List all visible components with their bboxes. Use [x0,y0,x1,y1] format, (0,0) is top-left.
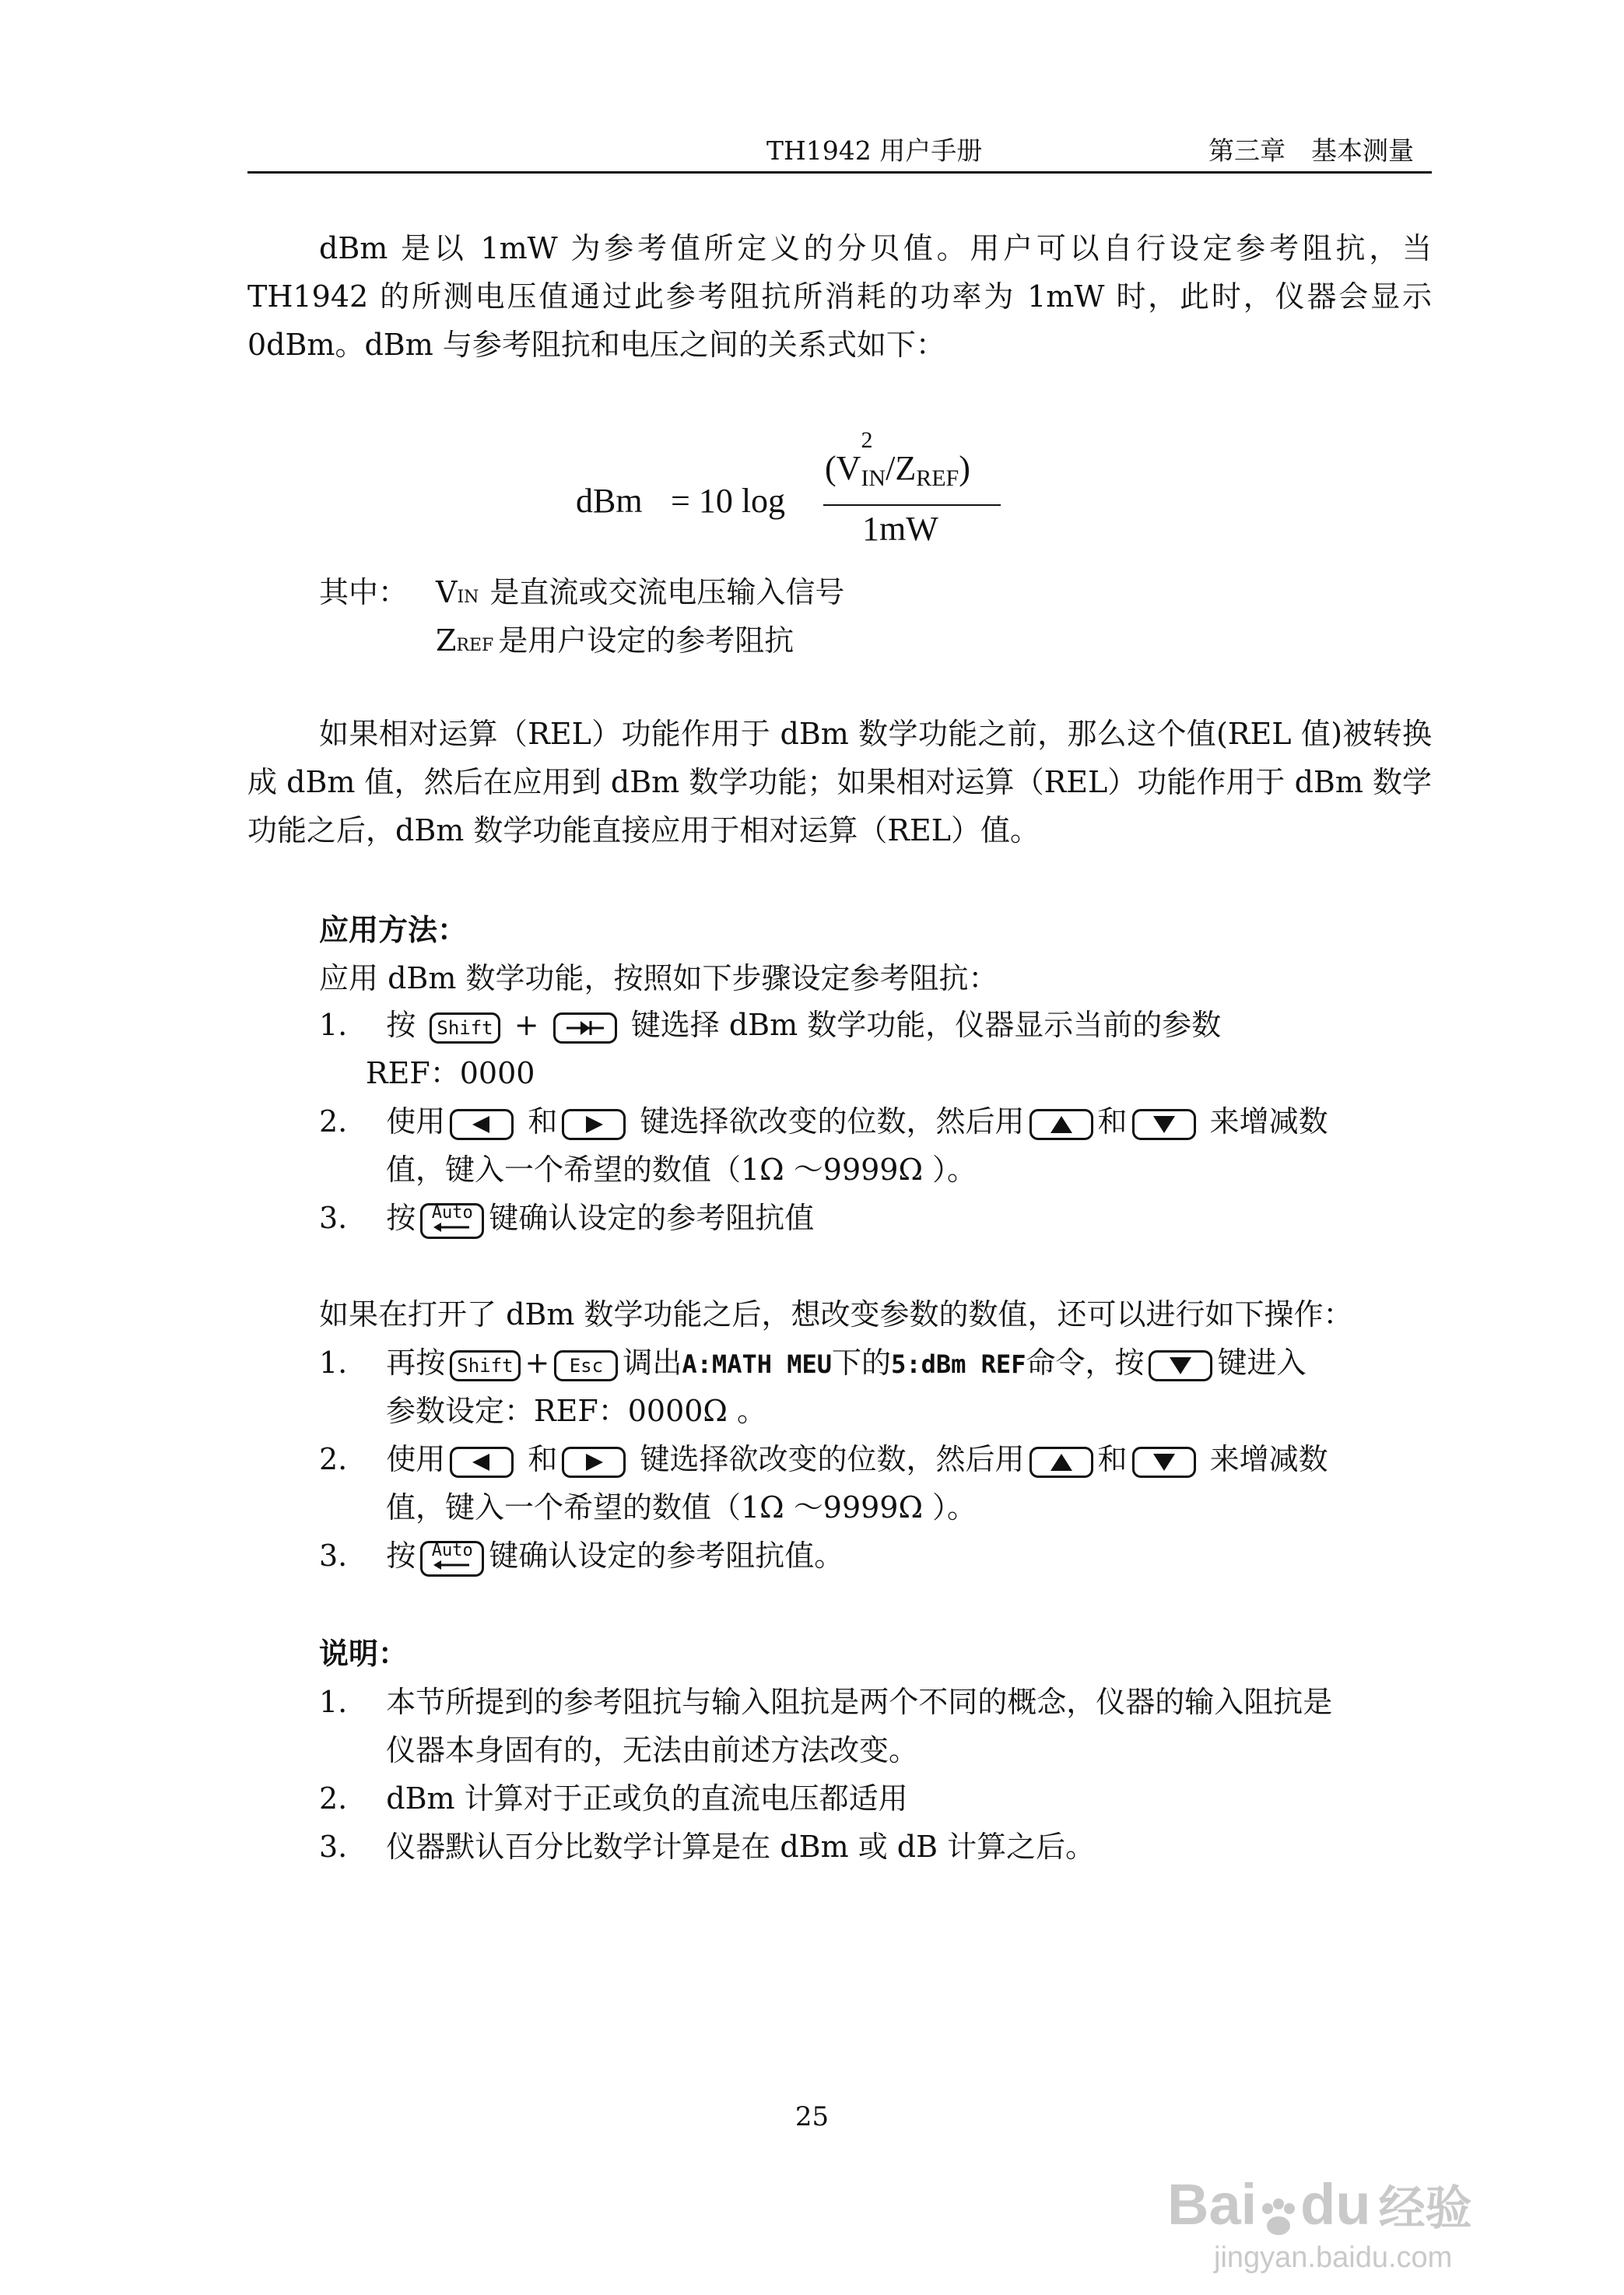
usage-step-2: 2. 使用 和 键选择欲改变的位数，然后用 和 来增减数 [319,1104,1328,1139]
baidu-watermark-logo: Bai du 经验 [1167,2172,1472,2237]
note-1-cont: 仪器本身固有的，无法由前述方法改变。 [386,1733,919,1767]
down-arrow-key-icon [1132,1447,1196,1478]
formula-denominator: 1mW [862,510,938,548]
where-label: 其中： [319,575,409,609]
header-rule [247,171,1432,174]
auto-enter-key-icon: Auto [420,1203,484,1239]
manual-title: TH1942 用户手册 [766,135,983,166]
usage-step-3: 3. 按 Auto 键确认设定的参考阻抗值 [319,1194,814,1242]
notes-heading: 说明： [319,1636,409,1671]
left-arrow-key-icon [450,1447,514,1478]
change-step-1-cont: 参数设定：REF：0000Ω 。 [386,1394,767,1428]
change-step-2: 2. 使用 和 键选择欲改变的位数，然后用 和 来增减数 [319,1442,1328,1476]
usage-step-1: 1. 按 Shift + 键选择 dBm 数学功能，仪器显示当前的参数 [319,1008,1222,1042]
formula-eq: = 10 log [671,482,786,520]
auto-enter-key-icon: Auto [420,1541,484,1577]
note-1: 1. 本节所提到的参考阻抗与输入阻抗是两个不同的概念，仪器的输入阻抗是 [319,1685,1333,1719]
usage-heading: 应用方法： [319,912,468,947]
note-2: 2. dBm 计算对于正或负的直流电压都适用 [319,1781,908,1816]
intro-paragraph: dBm 是以 1mW 为参考值所定义的分贝值。用户可以自行设定参考阻抗，当 TH1942 的所测电压值通过此参考阻抗所消耗的功率为 1mW 时，此时，仪器会显示 0dBm。dBm 与参考阻抗和电压之间的关系式如下： [247,231,1432,362]
shift-key-icon: Shift [450,1350,520,1381]
note-3: 3. 仪器默认百分比数学计算是在 dBm 或 dB 计算之后。 [319,1830,1096,1864]
down-arrow-key-icon [1132,1109,1196,1140]
usage-lead: 应用 dBm 数学功能，按照如下步骤设定参考阻抗： [319,961,998,995]
rel-paragraph: 如果相对运算（REL）功能作用于 dBm 数学功能之前，那么这个值(REL 值)被转换成 dBm 值，然后在应用到 dBm 数学功能；如果相对运算（REL）功能作用于 dBm 数学功能之后，dBm 数学功能直接应用于相对运算（REL）值。 [247,717,1432,847]
change-step-1: 1. 再按 Shift + Esc 调出A:MATH MEU下的5:dBm REF命令，按 键进入 [319,1346,1307,1380]
usage-step-2-cont: 值，键入一个希望的数值（1Ω ～9999Ω ）。 [386,1153,977,1187]
watermark-url: jingyan.baidu.com [1214,2241,1453,2274]
usage-step-1-ref: REF：0000 [366,1056,535,1090]
right-arrow-key-icon [562,1447,626,1478]
left-arrow-key-icon [450,1109,514,1140]
up-arrow-key-icon [1029,1447,1093,1478]
formula-numerator: (V 2 $_{IN}/Z_{REF}$) [825,427,970,491]
shift-key-icon: Shift [430,1012,500,1044]
down-arrow-key-icon [1149,1350,1212,1381]
paw-icon [1257,2187,1300,2230]
diode-key-icon [553,1012,617,1044]
where-zref: ZREF 是用户设定的参考阻抗 [436,623,794,658]
right-arrow-key-icon [562,1109,626,1140]
esc-key-icon: Esc [554,1350,618,1381]
formula-lhs: dBm [576,482,643,520]
where-vin: VIN 是直流或交流电压输入信号 [436,575,845,609]
up-arrow-key-icon [1029,1109,1093,1140]
change-lead: 如果在打开了 dBm 数学功能之后，想改变参数的数值，还可以进行如下操作： [319,1297,1353,1332]
chapter-title: 第三章 基本测量 [1208,135,1414,166]
page-number: 25 [794,2101,830,2132]
change-step-3: 3. 按 Auto 键确认设定的参考阻抗值。 [319,1532,844,1580]
fraction-bar [823,504,1001,506]
dbm-formula [576,427,1043,553]
change-step-2-cont: 值，键入一个希望的数值（1Ω ～9999Ω ）。 [386,1490,977,1525]
